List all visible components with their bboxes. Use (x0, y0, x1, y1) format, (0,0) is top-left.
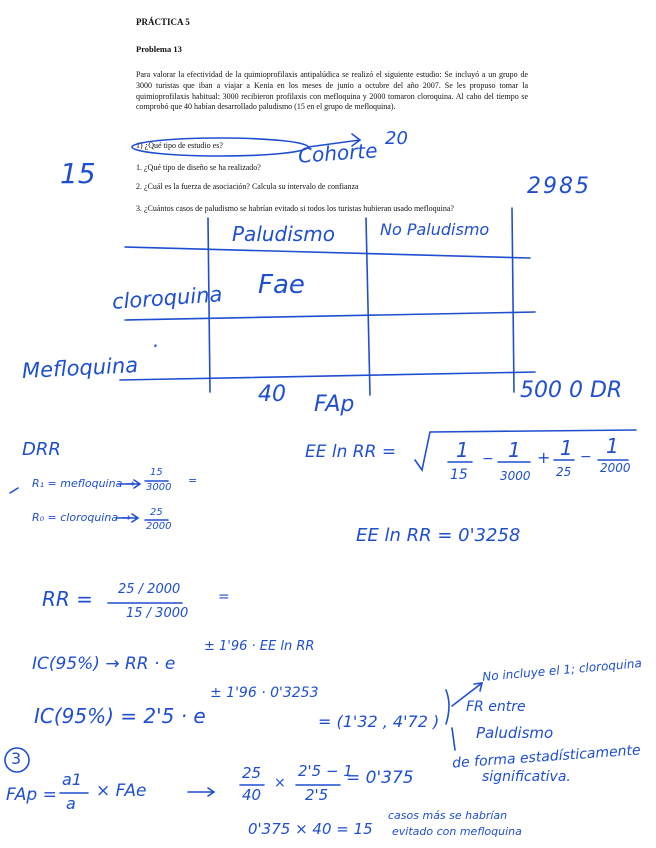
r1-num: 15 (150, 467, 163, 478)
table-line-v2 (366, 218, 370, 395)
fap-n1: 25 (242, 764, 262, 782)
ee-t3-num: 1 (560, 436, 573, 460)
table-cell-dot: . (153, 328, 160, 352)
ee-result: EE ln RR = 0'3258 (356, 525, 521, 546)
note-15: 15 (60, 157, 96, 190)
question-3: 3. ¿Cuántos casos de paludismo se habrían evitado si todos los turistas hubieran usado mefloquina? (136, 204, 454, 213)
drr-heading: DRR (22, 439, 61, 460)
ee-plus: + (537, 448, 551, 467)
fap-d1: 40 (242, 786, 262, 804)
ee-t4-den: 2000 (600, 461, 631, 475)
r0-den: 2000 (146, 521, 172, 532)
ic-formula-exponent: ± 1'96 · EE ln RR (204, 639, 315, 654)
avoided-cases-note-2: evitado con mefloquina (392, 825, 522, 838)
r1-eq: = (188, 474, 198, 487)
note-line-1: No incluye el 1; cloroquina (481, 656, 643, 684)
note-20: 20 (385, 128, 408, 149)
note-line-5: significativa. (482, 769, 571, 785)
ee-t2-num: 1 (508, 438, 521, 462)
table-line-v3 (512, 208, 514, 392)
ic-formula: IC(95%) → RR · e (32, 654, 176, 674)
r1-mefloquina: R₁ = mefloquina → (32, 477, 136, 490)
r0-num: 25 (150, 507, 163, 518)
table-cell-fae: Fae (258, 270, 305, 300)
circled-3: 3 (11, 749, 22, 768)
table-bottom-tail: 500 0 DR (520, 378, 623, 403)
fap-x: × (274, 775, 286, 791)
fap-result: = 0'375 (346, 768, 414, 788)
table-row-cloroquina: cloroquina (111, 282, 224, 314)
avoided-cases-note-1: casos más se habrían (388, 809, 508, 822)
table-line-h3 (120, 372, 535, 380)
ee-t1-num: 1 (456, 438, 469, 462)
ic-numeric-exponent: ± 1'96 · 0'3253 (210, 685, 319, 701)
table-total-40: 40 (258, 382, 286, 407)
note-2985: 2985 (527, 174, 591, 199)
fap-num: a1 (62, 770, 82, 789)
ee-t2-den: 3000 (500, 469, 531, 483)
r0-cloroquina: R₀ = cloroquina → (32, 511, 131, 524)
cohorte-label: Cohorte (297, 138, 379, 168)
ic-numeric: IC(95%) = 2'5 · e (34, 704, 206, 728)
fap-d2: 2'5 (305, 786, 329, 804)
table-fap-label: FAp (314, 392, 355, 417)
r1-den: 3000 (146, 482, 172, 493)
fap-eq: FAp = (6, 785, 57, 805)
question-2: 2. ¿Cuál es la fuerza de asociación? Calcula su intervalo de confianza (136, 182, 359, 191)
ic-result: = (1'32 , 4'72 ) (318, 712, 440, 731)
note-line-2: FR entre (466, 699, 526, 715)
rr-num: 25 / 2000 (118, 582, 181, 597)
table-col-paludismo: Paludismo (232, 222, 335, 246)
practice-title: PRÁCTICA 5 (136, 17, 190, 27)
ee-label: EE ln RR = (305, 442, 397, 462)
table-row-mefloquina: Mefloquina (21, 352, 139, 384)
fap-den: a (66, 794, 76, 813)
question-1: 1. ¿Qué tipo de diseño se ha realizado? (136, 163, 261, 172)
ee-t1-den: 15 (450, 467, 468, 483)
note-line-4: de forma estadísticamente (451, 742, 642, 772)
avoided-cases-calc: 0'375 × 40 = 15 (248, 820, 373, 838)
problem-statement: Para valorar la efectividad de la quimioprofilaxis antipalúdica se realizó el siguiente estudio: Se incluyó a un grupo de 3000 turistas que iban a viajar a Kenia en los meses de junio a octubre del año 2007. Se les propuso tomar la quimioprofilaxis habitual: 3000 recibieron profilaxis con mefloquina y 2000 tomaron cloroquina. Al cabo del tiempo se comprobó que 40 habían desarrollado paludismo (15 en el grupo de mefloquina). (136, 70, 528, 112)
rr-den: 15 / 3000 (126, 606, 189, 621)
fap-times-fae: × FAe (96, 781, 147, 801)
ee-minus-1: − (482, 451, 494, 467)
problem-number: Problema 13 (136, 44, 182, 54)
rr-label: RR = (42, 587, 93, 611)
ee-minus-2: − (580, 449, 592, 465)
table-line-h1 (125, 247, 530, 258)
table-line-h2 (125, 312, 535, 320)
fap-n2: 2'5 − 1 (298, 762, 353, 780)
table-col-no-paludismo: No Paludismo (380, 220, 490, 239)
question-0: 1) ¿Qué tipo de estudio es? (136, 141, 223, 150)
note-line-3: Paludismo (476, 724, 554, 742)
rr-eq: = (218, 589, 230, 605)
ee-t3-den: 25 (556, 465, 572, 479)
ee-t4-num: 1 (606, 434, 619, 458)
